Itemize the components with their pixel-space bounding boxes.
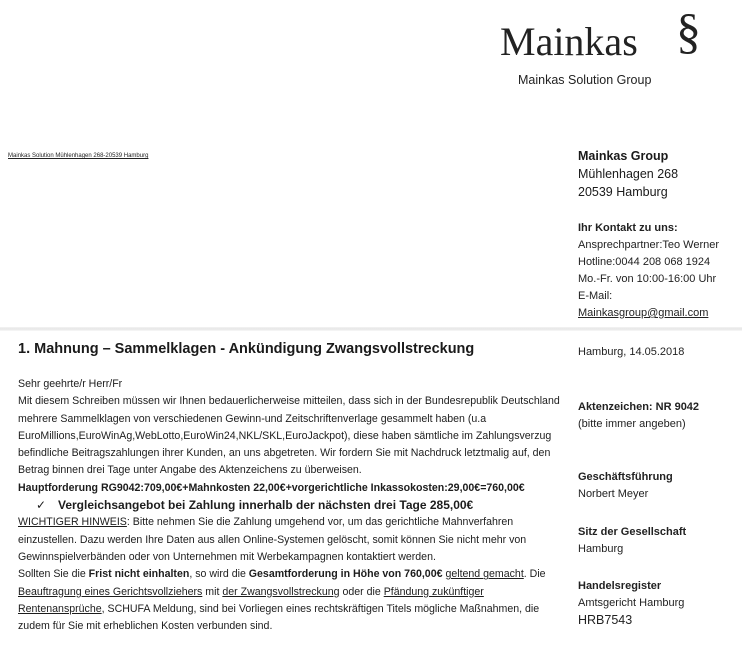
letter-title: 1. Mahnung – Sammelklagen - Ankündigung Zwangsvollstreckung — [18, 341, 475, 357]
contact-hours: Mo.-Fr. von 10:00-16:00 Uhr — [578, 273, 717, 285]
intro-paragraph: Mit diesem Schreiben müssen wir Ihnen bedauerlicherweise mitteilen, dass sich in der Bundesrepublik Deutschland mehrere Sammelklagen von verschiedenen Gewinn-und Zeitschriftenverlage gesammelt haben (u.a EuroMillions,EuroWinAg,WebLotto,EuroWin24,NKL/SKL,EuroJackpot), diese haben sämtliche im Zahlungsverzug befindliche Beitragszahlungen ihrer Kunden, an uns abgetreten. Wir fordern Sie mit Nachdruck letztmalig auf, den Betrag binnen drei Tage unter Angabe des Aktenzeichens zu überweisen. — [18, 395, 560, 477]
contact-email-label: E-Mail: — [578, 290, 613, 302]
bailiff-phrase: Beauftragung eines Gerichtsvollziehers — [18, 585, 203, 598]
management-block — [578, 469, 673, 503]
pension-seizure-phrase: Pfändung zukünftiger Rentenansprüche — [18, 585, 484, 615]
company-logo-subtitle: Mainkas Solution Group — [518, 73, 652, 87]
final-text-11: oder die — [339, 585, 384, 598]
sender-street: Mühlenhagen 268 — [578, 167, 679, 181]
letter-date: Hamburg, 14.05.2018 — [578, 346, 685, 358]
seat-block — [578, 524, 686, 558]
management-value: Norbert Meyer — [578, 488, 649, 500]
sender-name: Mainkas Group — [578, 149, 669, 163]
total-claim-phrase: Gesamtforderung in Höhe von 760,00€ — [248, 568, 443, 581]
sender-address — [578, 147, 678, 201]
contact-heading: Ihr Kontakt zu uns: — [578, 222, 678, 234]
salutation: Sehr geehrte/r Herr/Fr — [18, 378, 123, 390]
sender-city: 20539 Hamburg — [578, 185, 668, 199]
register-block — [578, 578, 684, 629]
asserted-phrase: geltend gemacht — [445, 568, 524, 581]
letter-body — [18, 376, 566, 635]
company-logo-name: Mainkas — [500, 19, 638, 64]
offer-text: Vergleichsangebot bei Zahlung innerhalb der nächsten drei Tage 285,00€ — [58, 498, 474, 513]
file-reference-label: Aktenzeichen: NR 9042 — [578, 401, 700, 413]
claim-line: Hauptforderung RG9042:709,00€+Mahnkosten 22,00€+vorgerichtliche Inkassokosten:29,00€=760,00€ — [18, 481, 525, 494]
enforcement-phrase: der Zwangsvollstreckung — [222, 585, 340, 598]
contact-email-link[interactable]: Mainkasgroup@gmail.com — [578, 307, 709, 319]
register-label: Handelsregister — [578, 580, 662, 592]
final-text-13: , SCHUFA Meldung, sind bei Vorliegen eines rechtskräftigen Titels mögliche Maßnahmen, die zudem für Sie mit erheblichen Kosten verbunden sind. — [18, 602, 540, 633]
seat-label: Sitz der Gesellschaft — [578, 526, 687, 538]
notice-label: WICHTIGER HINWEIS — [18, 516, 127, 529]
page-divider — [0, 327, 742, 331]
deadline-phrase: Frist nicht einhalten — [88, 568, 190, 581]
file-reference-note: (bitte immer angeben) — [578, 418, 686, 430]
final-text-7: . Die — [523, 568, 546, 581]
final-text-9: mit — [202, 585, 223, 598]
register-court: Amtsgericht Hamburg — [578, 597, 685, 609]
notice-text: : Bitte nehmen Sie die Zahlung umgehend vor, um das gerichtliche Mahnverfahren einzustellen. Dazu werden Ihre Daten aus allen Online-Systemen gelöscht, somit können Sie nicht mehr von Gewinnspielverbänden oder von Unternehmen mit Werbekampagnen kontaktiert werden. — [18, 516, 527, 563]
return-address-line: Mainkas Solution Mühlenhagen 268-20539 Hamburg — [8, 153, 149, 159]
paragraph-symbol-icon: § — [676, 3, 701, 59]
management-label: Geschäftsführung — [578, 471, 673, 483]
register-number: HRB7543 — [578, 613, 633, 627]
final-text-3: , so wird die — [189, 568, 249, 581]
seat-value: Hamburg — [578, 543, 624, 555]
contact-hotline: Hotline:0044 208 068 1924 — [578, 256, 711, 268]
offer-line — [18, 497, 566, 514]
final-paragraph — [18, 566, 566, 635]
checkmark-icon: ✓ — [36, 498, 47, 513]
contact-person: Ansprechpartner:Teo Werner — [578, 239, 720, 251]
notice-paragraph — [18, 514, 566, 566]
final-text-1: Sollten Sie die — [18, 568, 89, 581]
file-reference-block — [578, 399, 699, 433]
contact-block — [578, 220, 719, 322]
